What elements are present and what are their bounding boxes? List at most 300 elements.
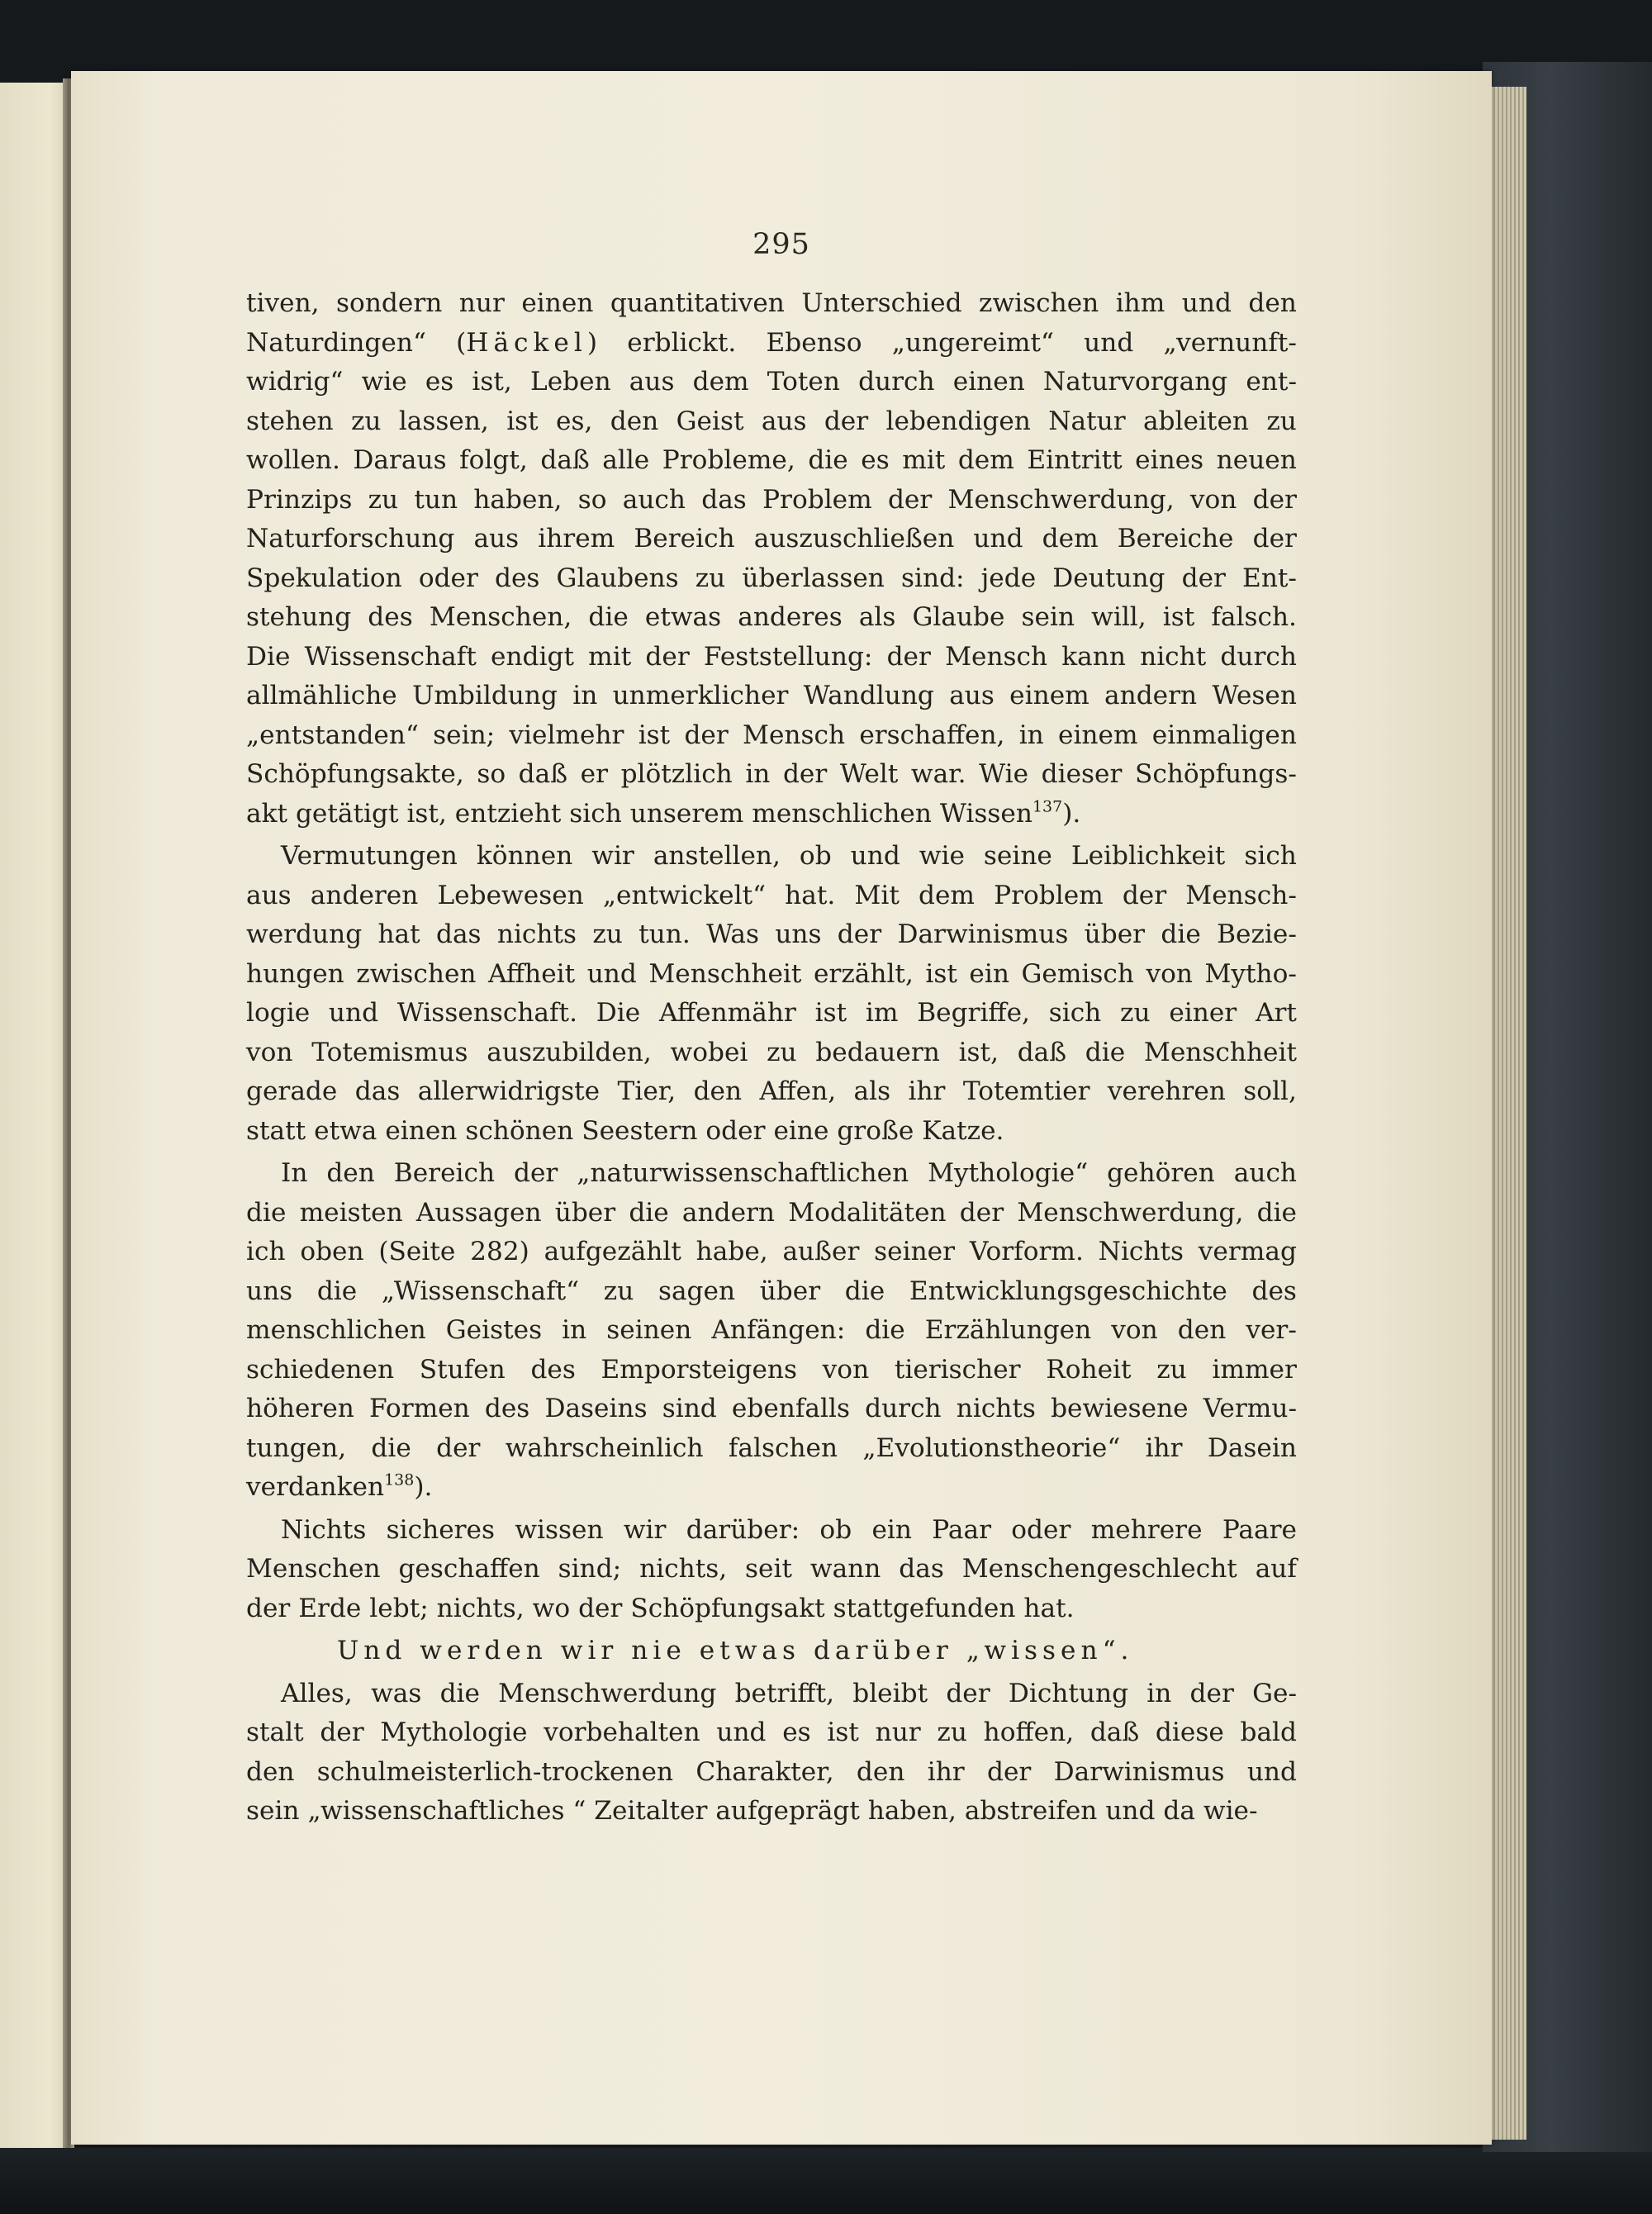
word: vermag [1198,1237,1297,1266]
word: von [246,1037,293,1067]
word-space [290,1589,298,1629]
word: die [629,1197,669,1228]
text-line [246,363,1297,402]
word: ist [814,998,847,1028]
background-shadow [0,2148,1652,2214]
text-line [246,1154,1297,1194]
word: neuen [1216,445,1297,475]
word-space [1015,1589,1023,1629]
word: abstreifen [964,1796,1098,1826]
word: etwa [314,1115,377,1146]
paragraph [246,1511,1297,1629]
word: quantitativen [610,288,785,318]
word: ist [506,406,539,436]
left-facing-page [0,83,71,2148]
text-line [246,402,1297,442]
word: Erde [298,1593,362,1623]
word: auszubilden, [487,1037,652,1067]
word: Dasein [1207,1432,1297,1463]
word: nichts [496,919,577,949]
word: ihr [908,1076,946,1106]
word: aufgeprägt [715,1796,860,1826]
word: Menschen, [429,602,572,632]
word-space [766,1112,774,1152]
text-line [246,1112,1297,1152]
word: und [1084,327,1134,358]
word: Bereich [634,524,735,554]
word: Prinzips [246,484,353,515]
word: Affenmähr [658,998,796,1028]
word: Stufen [419,1354,506,1385]
word-space [743,795,752,834]
text-line [246,1511,1297,1551]
word: und [716,1718,767,1747]
word: In [281,1158,308,1188]
word: der [1189,1678,1234,1708]
word: ich [246,1237,286,1266]
word: der [986,1756,1032,1787]
word: Alles, [281,1678,353,1708]
word: Schöpfungsakt [630,1593,825,1623]
word-space [914,1112,922,1152]
word-space [932,795,940,834]
word: Aussagen [415,1197,542,1228]
word: Ebenso [766,327,862,358]
word: ist, [958,1037,999,1067]
word: von [1146,958,1193,989]
footnote-ref: 138 [384,1470,415,1489]
word: sind; [558,1554,622,1584]
word: Umbildung [412,681,558,710]
word: ob [799,841,832,871]
word: durch [865,1394,942,1423]
word: wann [809,1554,881,1584]
body-text [246,284,1297,1832]
word: es [861,445,890,475]
word-space [1195,1792,1203,1832]
word: Entwicklungsgeschichte [909,1276,1227,1306]
word: außer [782,1237,860,1266]
word-space [860,1792,868,1832]
word: sein [246,1796,300,1826]
word: Gemisch [1021,958,1134,989]
word: Toten [767,367,840,397]
word: ableiten [1142,406,1250,436]
word: Leben [529,367,611,397]
word: wie- [1203,1796,1258,1826]
word: wobei [670,1037,748,1067]
word: in [562,1315,587,1345]
word: (Häckel) [456,327,598,358]
word: erzählt, [813,958,914,989]
word: es [425,367,454,397]
word: Tier, [617,1076,676,1106]
emphasis-spaced: Häckel [466,327,587,358]
word: Darwinismus [897,919,1069,949]
word: zu [1120,998,1151,1028]
word: die [246,1197,287,1228]
word: tun [414,484,458,515]
word: stalt [246,1718,304,1747]
text-line [246,994,1297,1033]
word-space [618,1632,631,1671]
word: schönen [465,1115,574,1146]
word: und [850,841,900,871]
footnote-ref: 137 [1032,797,1063,816]
word-space [573,1112,582,1152]
text-line [246,598,1297,638]
word: in [1018,720,1044,750]
word: hoffen, [983,1718,1075,1747]
word: “ [572,1796,586,1826]
word: nur [458,288,505,318]
word: aus [949,681,995,710]
word: zu [767,1037,797,1067]
word: in [1146,1678,1172,1708]
word: daß [518,759,568,789]
word: sind: [901,563,965,593]
word: zu [1266,406,1297,436]
word: hungen [246,958,344,989]
word: seine [983,841,1052,871]
word: etwas [644,602,722,632]
word: nur [875,1718,921,1747]
word: oder [418,563,478,593]
word: wie [361,367,407,397]
word: Problem [994,880,1104,910]
word: mit [588,641,632,672]
word: die [1161,919,1201,949]
text-line [246,795,1297,834]
word: (Seite [378,1237,456,1266]
word: „Evolutionstheorie“ [862,1432,1121,1463]
word: die [865,1315,905,1345]
word: der [436,1432,481,1463]
word: können [476,841,573,871]
word: nicht [1140,641,1207,672]
word: ist, [472,367,512,397]
word: Affen, [759,1076,837,1106]
word-space [825,1589,833,1629]
word: zu [350,406,382,436]
text-line [246,915,1297,955]
word: Erzählungen [924,1315,1092,1345]
word: andern [681,1197,776,1228]
word: der [645,641,690,672]
text-line [246,716,1297,756]
text-line [246,1589,1297,1629]
word-space [548,1632,561,1671]
word: es [782,1718,811,1747]
word: Nichts [281,1514,367,1545]
word: einem [1009,681,1089,710]
word: Glaube [912,602,1005,632]
word: ist [827,1718,859,1747]
text-line [246,1792,1297,1832]
text-line [246,1033,1297,1073]
paragraph [246,1675,1297,1832]
word: ihrem [538,524,615,554]
word: haben, [473,484,563,515]
word: zu [603,1276,634,1306]
word: anstellen, [653,841,781,871]
word: die [1256,1197,1297,1228]
word: durch [858,367,935,397]
word: der [887,484,933,515]
word: „ungereimt“ [891,327,1054,358]
word: jede [980,563,1037,593]
word: „Wissenschaft“ [381,1276,580,1306]
word: durch [1220,641,1297,672]
word: Geist [676,406,744,436]
word: aufgezählt [544,1237,681,1266]
word-space [622,795,630,834]
word: getätigt [295,798,399,829]
word: Katze. [922,1115,1004,1146]
word: einen [521,288,594,318]
word: immer [1212,1354,1297,1385]
word: Daraus [353,445,447,475]
word: das [899,1554,944,1584]
word-space [953,1632,966,1671]
word: Bezie- [1217,919,1297,949]
word: eine [773,1115,829,1146]
word: Probleme, [662,445,795,475]
word: das [701,484,747,515]
word: vorbehalten [544,1718,700,1747]
word: der [246,1593,291,1623]
word: stehung [246,602,352,632]
word: Vorform. [969,1237,1084,1266]
word: darüber [813,1636,953,1665]
word: betrifft, [734,1678,835,1708]
word: meisten [299,1197,403,1228]
word: zwischen [979,288,1099,318]
page-edges [1487,87,1526,2140]
word: ebenfalls [731,1394,850,1423]
word: nichts, [436,1593,525,1623]
word: akt [246,798,288,829]
word: den [856,1756,905,1787]
word: Naturforschung [246,524,455,554]
word: aus [246,880,292,910]
text-line [246,638,1297,677]
word: Wie [979,759,1029,789]
word: des [368,602,413,632]
word: andern [1104,681,1198,710]
word: statt [246,1115,306,1146]
word: der [946,1678,990,1708]
text-line [246,559,1297,599]
word-space [1155,1792,1163,1832]
word: von [1111,1315,1158,1345]
word: Unterschied [801,288,962,318]
word: Charakter, [695,1756,834,1787]
word: ein [871,1514,912,1545]
text-line [246,441,1297,481]
word: verehren [1107,1076,1226,1106]
word: ist [925,958,957,989]
word: Daseins [544,1394,648,1423]
word: der [886,641,931,672]
word: den [326,1158,375,1188]
word: ist [1162,602,1195,632]
word: der [578,1593,623,1623]
text-line [246,1550,1297,1589]
word: von [1189,484,1237,515]
word: Menschwerdung [498,1678,717,1708]
text-line [246,1753,1297,1793]
word: der [684,720,729,750]
word: sein [1021,602,1075,632]
word: darüber: [686,1514,800,1545]
word-space [564,1792,572,1832]
word: und [586,958,637,989]
word: Paare [1222,1514,1297,1545]
word: Nichts [1098,1237,1184,1266]
word: der [320,1718,364,1747]
word-space [800,1632,814,1671]
word: Leiblichkeit [1070,841,1226,871]
word-space [306,1112,314,1152]
word: Totemtier [962,1076,1090,1106]
word: soll, [1243,1076,1297,1106]
word: Mythologie [380,1718,528,1747]
word: im [865,998,899,1028]
word: über [554,1197,616,1228]
word-space [300,1792,308,1832]
word: Problem [762,484,872,515]
word: Formen [369,1394,470,1423]
word: wie [919,841,965,871]
word: Bereiche [1117,524,1234,554]
word: die [588,602,629,632]
word: zu [937,1718,967,1747]
word-space [287,795,296,834]
word: sich [569,798,622,829]
word: Modalitäten [788,1197,947,1228]
word-space [361,1589,369,1629]
word-space [429,1589,437,1629]
word: wir [591,841,634,871]
word: aus [473,524,520,554]
word: einem [1057,720,1138,750]
word: allerwidrigste [417,1076,601,1106]
word: Menschheit [648,958,802,989]
word: habe, [695,1237,768,1266]
word: Feststellung: [703,641,873,672]
word: allmähliche [246,681,397,710]
word: bald [1240,1718,1297,1747]
word: ihr [927,1756,965,1787]
text-line [246,1713,1297,1753]
word: diese [1155,1718,1224,1747]
word: von [822,1354,870,1385]
word: lebendigen [885,406,1031,436]
word: bleibt [852,1678,928,1708]
word: war. [910,759,966,789]
text-line [246,955,1297,995]
word: menschlichen [752,798,932,829]
word: werden [420,1636,548,1665]
word: Wesen [1212,681,1297,710]
word: hat. [785,880,836,910]
word-space [697,1112,705,1152]
word: Seestern [582,1115,698,1146]
word: tun. [638,919,691,949]
word: Menschen [246,1554,381,1584]
word: mehrere [1090,1514,1203,1545]
word-space [406,1632,420,1671]
word: über [1084,919,1146,949]
word: stattgefunden [833,1593,1016,1623]
word: hat [377,919,420,949]
word: einen [952,367,1025,397]
word: vielmehr [509,720,624,750]
word: falschen [728,1432,838,1463]
word: die [1085,1037,1126,1067]
word-space [525,1589,533,1629]
text-line [246,755,1297,795]
word: lassen, [398,406,489,436]
word: der [782,759,828,789]
word: daß [1017,1037,1067,1067]
word: sich [1048,998,1102,1028]
word: der [1122,880,1167,910]
word: Ent- [1242,563,1297,593]
word: große [837,1115,914,1146]
text-line [246,1272,1297,1312]
word: etwas [699,1636,801,1665]
word: falsch. [1211,602,1297,632]
word: daß [1089,1718,1140,1747]
word: plötzlich [620,759,733,789]
word: ist [638,720,671,750]
word: Mit [854,880,900,910]
word-space [686,1632,700,1671]
word: einmaligen [1151,720,1297,750]
word-space [457,1112,465,1152]
word: auszuschließen [753,524,955,554]
word: bedauern [815,1037,940,1067]
word: Totemismus [311,1037,468,1067]
word: zu [592,919,623,949]
word: oben [300,1237,364,1266]
word: auf [1255,1554,1297,1584]
word: zwischen [356,958,477,989]
word: ein [969,958,1009,989]
text-line [246,1468,1297,1508]
word: „entstanden“ [246,720,419,750]
word: wollen. [246,445,340,475]
word: höheren [246,1394,354,1423]
word: die [371,1432,411,1463]
word: des [484,1394,530,1423]
word: seinen [606,1315,692,1345]
word: nie [631,1636,686,1665]
text-line [246,1194,1297,1233]
word: Schöpfungsakte, [246,759,464,789]
word: der [959,1197,1004,1228]
word: endigt [491,641,574,672]
word: kann [1061,641,1126,672]
word: Naturdingen“ [246,327,426,358]
word: Naturvorgang [1042,367,1228,397]
word-space [1097,1792,1105,1832]
word: in [572,681,598,710]
word: Menschwerdung, [1017,1197,1244,1228]
word: wissen [515,1514,604,1545]
